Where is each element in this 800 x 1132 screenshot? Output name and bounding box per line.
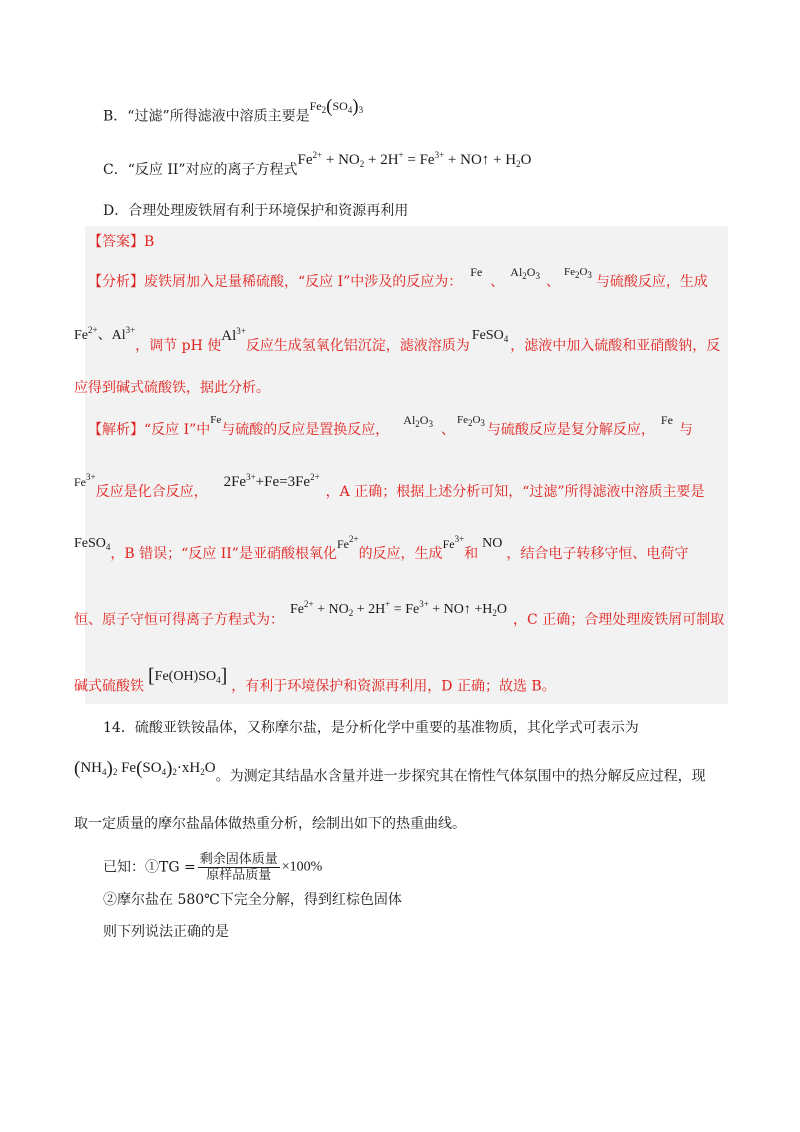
fe-symbol: Fe: [660, 413, 673, 427]
fe3-ion: $Fe^{3+}$: [442, 534, 465, 551]
option-c-text: C．“反应 II”对应的离子方程式: [103, 162, 298, 178]
explanation-line-2: $Fe^{3+}$反应是化合反应，$2Fe^{3+}+Fe=3Fe^{2+}$，A 正确；根据上述分析可知，“过滤”所得滤液中溶质主要是: [74, 472, 705, 500]
tg-fraction: $\frac{\text{剩余固体质量}}{\text{原样品质量}}$: [199, 852, 278, 883]
reaction-ii-equation: $Fe^{2+} + NO_2 + 2H^+ = Fe^{3+}$ + NO↑ $+H_2O$: [290, 599, 508, 618]
fe3-ion: $Fe^{3+}$: [74, 472, 96, 489]
explanation-line-5: 碱式硫酸铁 $[Fe(OH)SO_4]$ ，有利于环境保护和资源再利用，D 正确；故选 B。: [74, 665, 556, 695]
basic-iron-sulfate-formula: $[Fe(OH)SO_4]$: [148, 665, 228, 687]
analysis-line-1: 【分析】废铁屑加入足量稀硫酸，“反应 I”中涉及的反应为：Fe、$Al_2O_3$ 、$^{Fe_2O_3}$ 与硫酸反应，生成: [88, 265, 708, 290]
feso4-formula: FeSO$_4$: [471, 328, 509, 344]
fe-symbol: Fe: [210, 414, 222, 426]
reaction-ii-equation: $Fe^{2+} + NO_2 + 2H^+ = Fe^{3+}$ + NO↑ + $H_2O$: [297, 150, 532, 169]
analysis-line-3: 应得到碱式硫酸铁，据此分析。: [74, 380, 270, 396]
option-c: [103, 150, 532, 180]
q14-line-3: 取一定质量的摩尔盐晶体做热重分析，绘制出如下的热重曲线。: [74, 816, 466, 832]
option-b-text: B．“过滤”所得滤液中溶质主要是: [103, 108, 310, 125]
explanation-line-3: FeSO$_4$，B 错误；“反应 II”是亚硝酸根氧化$Fe^{2+}$的反应，生成$Fe^{3+}$和NO，结合电子转移守恒、电荷守: [74, 534, 689, 562]
q14-condition-2: ②摩尔盐在 580℃下完全分解，得到红棕色固体: [103, 892, 402, 908]
al3-ion: $Al^{3+}$: [221, 326, 246, 344]
combination-equation: $2Fe^{3+}+Fe=3Fe^{2+}$: [223, 472, 320, 490]
answer-panel: [85, 226, 728, 704]
answer-label: 【答案】B: [88, 234, 155, 250]
q14-line-2: $(NH_4)_2$ $Fe(SO_4)_2\cdot xH_2O$。为测定其结晶水含量并进一步探究其在惰性气体氛围中的热分解反应过程，现: [74, 758, 706, 785]
al2o3-formula: $Al_2O_3$: [510, 265, 540, 281]
q14-line-1: 14．硫酸亚铁铵晶体，又称摩尔盐，是分析化学中重要的基准物质，其化学式可表示为: [103, 720, 639, 736]
q14-known: 已知：①TG = $\frac{\text{剩余固体质量}}{\text{原样品质量}}$ ×100%: [103, 852, 323, 883]
no-formula: NO: [482, 536, 503, 551]
option-b: [103, 96, 364, 127]
explanation-line-4: 恒、原子守恒可得离子方程式为：$Fe^{2+} + NO_2 + 2H^+ = Fe^{3+}$ + NO↑ $+H_2O$，C 正确；合理处理废铁屑可制取: [74, 599, 725, 628]
q14-ask: 则下列说法正确的是: [103, 924, 229, 940]
mohr-salt-formula: $(NH_4)_2$ $Fe(SO_4)_2\cdot xH_2O$: [74, 758, 216, 779]
fe2o3-formula: Fe2O3: [456, 414, 485, 428]
fe2-ion: $Fe^{2+}$: [336, 534, 359, 551]
fe-symbol: Fe: [470, 265, 483, 279]
al2o3-formula: $Al_2O_3$: [403, 413, 433, 429]
option-d: D．合理处理废铁屑有利于环境保护和资源再利用: [103, 203, 409, 219]
fe2so43-formula: $Fe_2(SO_4)_3$: [309, 96, 364, 117]
explanation-line-1: 【解析】“反应 I”中$^{Fe}$与硫酸的反应是置换反应，$Al_2O_3$ 、$^{Fe_2O_3}$ 与硫酸反应是复分解反应，Fe与: [88, 413, 693, 438]
analysis-line-2: $Fe^{2+}$、$Al^{3+}$，调节 pH 使$Al^{3+}$反应生成氢氧化铝沉淀，滤液溶质为FeSO$_4$ ，滤液中加入硫酸和亚硝酸钠，反: [74, 325, 721, 354]
feso4-formula: FeSO$_4$: [74, 536, 111, 552]
fe2-al3-ions: $Fe^{2+}$、$Al^{3+}$: [74, 325, 136, 343]
fe2o3-formula: Fe2O3: [563, 266, 592, 280]
